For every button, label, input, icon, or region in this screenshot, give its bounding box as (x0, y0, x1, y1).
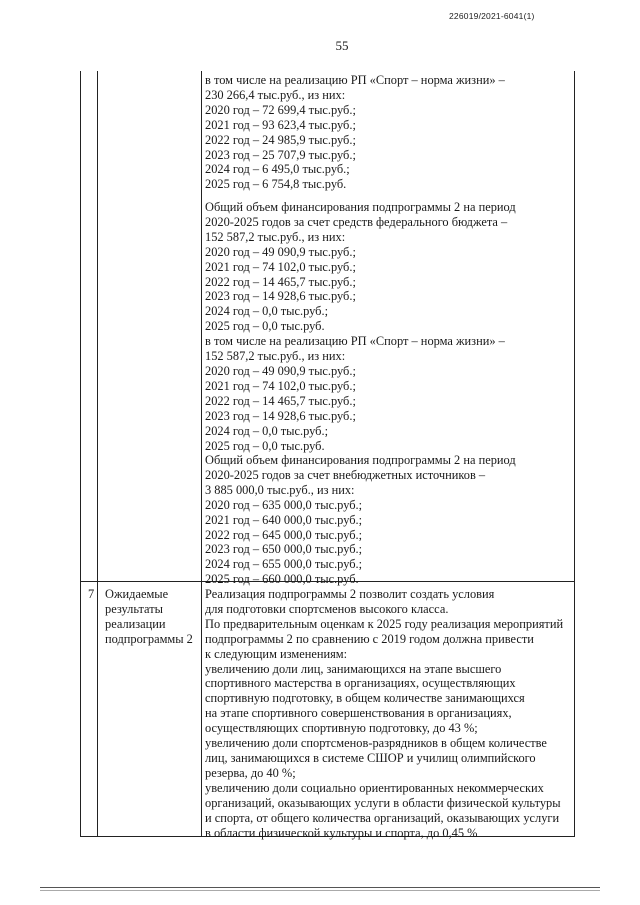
text-line: 2020 год – 72 699,4 тыс.руб.; (205, 102, 356, 117)
financing-continuation-block (205, 73, 505, 192)
text-line: 2024 год – 6 495,0 тыс.руб.; (205, 162, 350, 177)
text-line: для подготовки спортсменов высокого класса. (205, 601, 449, 616)
text-line: увеличению доли социально ориентированных некоммерческих (205, 780, 544, 795)
text-line: спортивного мастерства в организациях, осуществляющих (205, 676, 516, 691)
text-line: 2021 год – 74 102,0 тыс.руб.; (205, 259, 356, 274)
label-line: реализации (105, 616, 166, 631)
text-line: в том числе на реализацию РП «Спорт – норма жизни» – (205, 334, 505, 349)
federal-budget-block (205, 200, 516, 453)
text-line: увеличению доли спортсменов-разрядников в общем количестве (205, 736, 547, 751)
text-line: 2023 год – 650 000,0 тыс.руб.; (205, 542, 363, 557)
label-line: подпрограммы 2 (105, 631, 193, 646)
extrabudget-block (205, 453, 516, 587)
text-line: 2023 год – 25 707,9 тыс.руб.; (205, 147, 356, 162)
footer-line-secondary (40, 890, 600, 891)
text-line: резерва, до 40 %; (205, 765, 296, 780)
text-line: 2021 год – 74 102,0 тыс.руб.; (205, 378, 356, 393)
text-line: Общий объем финансирования подпрограммы 2 на период (205, 453, 516, 467)
text-line: 3 885 000,0 тыс.руб., из них: (205, 482, 355, 497)
label-line: Ожидаемые (105, 587, 169, 601)
column-divider-number (97, 71, 98, 836)
text-line: 2025 год – 0,0 тыс.руб. (205, 438, 325, 453)
text-line: 2025 год – 0,0 тыс.руб. (205, 319, 325, 334)
text-line: лиц, занимающихся в системе СШОР и училищ олимпийского (205, 750, 536, 765)
text-line: 2023 год – 14 928,6 тыс.руб.; (205, 408, 356, 423)
text-line: Общий объем финансирования подпрограммы 2 на период (205, 200, 516, 214)
text-line: 2020-2025 годов за счет внебюджетных источников – (205, 467, 486, 482)
text-line: 2025 год – 660 000,0 тыс.руб. (205, 572, 359, 587)
text-line: организаций, оказывающих услуги в области физической культуры (205, 795, 561, 810)
text-line: спортивную подготовку, в общем количестве занимающихся (205, 691, 525, 706)
text-line: к следующим изменениям: (205, 646, 348, 661)
text-line: 2024 год – 655 000,0 тыс.руб.; (205, 557, 363, 572)
text-line: 2022 год – 14 465,7 тыс.руб.; (205, 393, 356, 408)
footer-line (40, 887, 600, 888)
text-line: осуществляющих спортивную подготовку, до 43 %; (205, 721, 478, 736)
text-line: 2020 год – 635 000,0 тыс.руб.; (205, 497, 363, 512)
text-line: 2022 год – 14 465,7 тыс.руб.; (205, 274, 356, 289)
text-line: 2024 год – 0,0 тыс.руб.; (205, 423, 329, 438)
text-line: 2021 год – 93 623,4 тыс.руб.; (205, 117, 356, 132)
label-line: результаты (105, 601, 163, 616)
text-line: Реализация подпрограммы 2 позволит создать условия (205, 587, 495, 601)
page-number: 55 (335, 38, 349, 53)
column-divider-label (201, 71, 202, 836)
text-line: 152 587,2 тыс.руб., из них: (205, 229, 346, 244)
row-label (105, 587, 193, 647)
text-line: 2021 год – 640 000,0 тыс.руб.; (205, 512, 363, 527)
text-line: 2025 год – 6 754,8 тыс.руб. (205, 177, 347, 192)
text-line: 2024 год – 0,0 тыс.руб.; (205, 304, 329, 319)
document-number: 226019/2021-6041(1) (449, 11, 535, 21)
text-line: 2020 год – 49 090,9 тыс.руб.; (205, 244, 356, 259)
text-line: 230 266,4 тыс.руб., из них: (205, 87, 346, 102)
text-line: 2020-2025 годов за счет средств федерального бюджета – (205, 214, 508, 229)
expected-results-block (205, 587, 563, 840)
program-table (80, 71, 575, 840)
text-line: подпрограммы 2 по сравнению с 2019 годом должна привести (205, 631, 534, 646)
text-line: 2023 год – 14 928,6 тыс.руб.; (205, 289, 356, 304)
text-line: и спорта, от общего количества организаций, оказывающих услуги (205, 810, 560, 825)
text-line: в области физической культуры и спорта, до 0,45 % (205, 825, 478, 840)
text-line: в том числе на реализацию РП «Спорт – норма жизни» – (205, 73, 505, 87)
text-line: По предварительным оценкам к 2025 году реализация мероприятий (205, 616, 564, 631)
text-line: 2022 год – 24 985,9 тыс.руб.; (205, 132, 356, 147)
text-line: 2022 год – 645 000,0 тыс.руб.; (205, 527, 363, 542)
text-line: 152 587,2 тыс.руб., из них: (205, 349, 346, 364)
text-line: увеличению доли лиц, занимающихся на этапе высшего (205, 661, 502, 676)
text-line: 2020 год – 49 090,9 тыс.руб.; (205, 363, 356, 378)
text-line: на этапе спортивного совершенствования в организациях, (205, 706, 512, 721)
row-number: 7 (88, 587, 95, 601)
